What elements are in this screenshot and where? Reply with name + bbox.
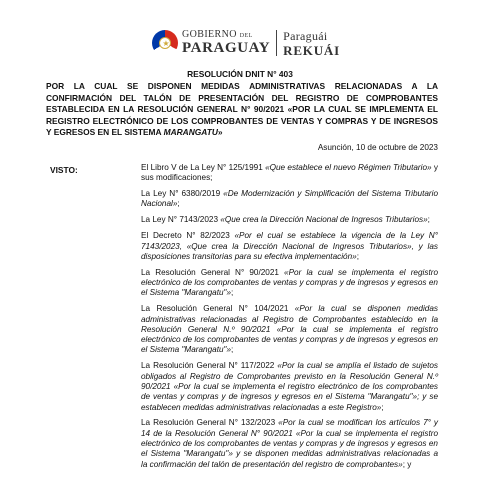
national-seal-icon: ★ bbox=[152, 30, 178, 56]
paraguai-logotype: Paraguái REKUÁI bbox=[283, 28, 340, 58]
visto-item: El Libro V de La Ley N° 125/1991 «Que establece el nuevo Régimen Tributario» y sus modificaciones; bbox=[141, 163, 438, 183]
resolution-title: RESOLUCIÓN DNIT N° 403 bbox=[187, 69, 293, 79]
logo-divider bbox=[276, 30, 277, 56]
visto-item: La Ley N° 6380/2019 «De Modernización y Simplificación del Sistema Tributario Nacional»; bbox=[141, 189, 439, 209]
visto-item: La Resolución General N° 117/2022 «Por la cual se amplía el listado de sujetos obligados al Registro de Comprobantes previsto en la Resolución General N.º 90/2021 «Por la cual se implementa el registro electrónico de los comprobantes de ventas y compras y de ingresos y egresos en el Sistema "Marangatu"»; y se establecen medidas administrativas relacionadas a este Registro»; bbox=[141, 361, 439, 412]
visto-list bbox=[141, 163, 438, 475]
visto-label: VISTO: bbox=[50, 165, 78, 175]
resolution-subject: POR LA CUAL SE DISPONEN MEDIDAS ADMINISTRATIVAS RELACIONADAS A LA CONFIRMACIÓN DEL TALÓN DE PRESENTACIÓN DEL REGISTRO DE COMPROBANTES ESTABLECIDA EN LA RESOLUCIÓN GENERAL N° 90/2021 «POR LA CUAL SE IMPLEMENTA EL REGISTRO ELECTRÓNICO DE LOS COMPROBANTES DE VENTAS Y COMPRAS Y DE INGRESOS Y EGRESOS EN EL SISTEMA MARANGATU» bbox=[46, 81, 438, 138]
visto-item: La Ley N° 7143/2023 «Que crea la Dirección Nacional de Ingresos Tributarios»; bbox=[141, 215, 430, 225]
visto-item: El Decreto N° 82/2023 «Por el cual se establece la vigencia de la Ley N° 7143/2023, «Que crea la Dirección Nacional de Ingresos Tributarios», y las disposiciones transitorias para su efectiva implementación»; bbox=[141, 231, 438, 261]
visto-item: La Resolución General N° 104/2021 «Por la cual se disponen medidas administrativas relacionadas al Registro de Comprobantes establecido en la Resolución General N.º 90/2021 «Por la cual se implementa el registro electrónico de los comprobantes de ventas y compras y de ingresos y egresos en el Sistema "Marangatu"»; bbox=[141, 304, 438, 355]
visto-item: La Resolución General N° 132/2023 «Por la cual se modifican los artículos 7° y 14 de la Resolución General N° 90/2021 «Por la cual se implementa el registro electrónico de los comprobantes de ventas y compras y de ingresos y egresos en el Sistema "Marangatu"» y se disponen medidas administrativas relacionadas a la confirmación del talón de presentación del registro de comprobantes»; y bbox=[141, 418, 439, 469]
visto-item: La Resolución General N° 90/2021 «Por la cual se implementa el registro electrónico de los comprobantes de ventas y compras y de ingresos y egresos en el Sistema "Marangatu"»; bbox=[141, 267, 438, 298]
header-logo bbox=[152, 26, 340, 60]
resolution-date: Asunción, 10 de octubre de 2023 bbox=[317, 143, 438, 152]
gobierno-logotype: GOBIERNO DEL PARAGUAY bbox=[182, 29, 271, 56]
